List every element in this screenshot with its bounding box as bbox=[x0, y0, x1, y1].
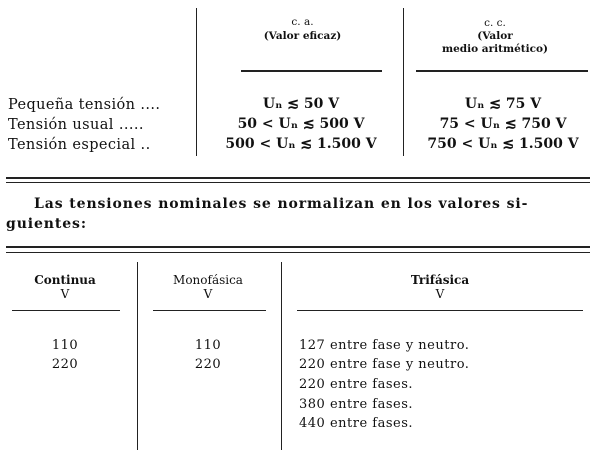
row-label-especial: Tensión especial .. bbox=[8, 137, 151, 153]
header-monofasica-underline bbox=[153, 310, 266, 311]
header-cc-title: c. c. bbox=[484, 17, 506, 29]
header-trifasica: Trifásica bbox=[410, 273, 470, 287]
row-usual-cc: 75 < Uₙ ≲ 750 V bbox=[439, 116, 567, 132]
monofasica-value-1: 110 bbox=[194, 338, 222, 353]
header-trifasica-unit: V bbox=[435, 287, 445, 301]
header-monofasica-unit: V bbox=[203, 287, 213, 301]
monofasica-value-2: 220 bbox=[194, 357, 222, 372]
header-cc-underline bbox=[416, 70, 588, 72]
bottom-table-divider-left bbox=[137, 262, 138, 450]
top-table-rule-2 bbox=[6, 182, 590, 183]
header-monofasica: Monofásica bbox=[173, 273, 243, 287]
bottom-table-rule-2 bbox=[6, 252, 590, 253]
row-usual-ca: 50 < Uₙ ≲ 500 V bbox=[237, 116, 365, 132]
header-cc-subtitle-2: medio aritmético) bbox=[442, 43, 548, 55]
top-table-rule-1 bbox=[6, 177, 590, 179]
header-ca-title: c. a. bbox=[291, 16, 314, 28]
continua-value-2: 220 bbox=[51, 357, 79, 372]
paragraph-line-2: guientes: bbox=[6, 216, 87, 232]
trifasica-value-5: 440 entre fases. bbox=[299, 416, 414, 431]
row-especial-cc: 750 < Uₙ ≲ 1.500 V bbox=[427, 136, 579, 152]
row-pequena-ca: Uₙ ≲ 50 V bbox=[262, 96, 340, 112]
header-continua: Continua bbox=[34, 273, 96, 287]
top-table-divider-left bbox=[196, 8, 197, 156]
row-especial-ca: 500 < Uₙ ≲ 1.500 V bbox=[225, 136, 377, 152]
bottom-table-divider-right bbox=[281, 262, 282, 450]
row-label-pequena: Pequeña tensión .... bbox=[8, 97, 161, 113]
continua-value-1: 110 bbox=[51, 338, 79, 353]
paragraph-line-1: Las tensiones nominales se normalizan en los valores si- bbox=[34, 196, 529, 212]
header-continua-unit: V bbox=[60, 287, 70, 301]
bottom-table-rule-1 bbox=[6, 246, 590, 248]
trifasica-value-2: 220 entre fase y neutro. bbox=[299, 357, 470, 372]
header-ca-subtitle: (Valor eficaz) bbox=[263, 30, 342, 42]
trifasica-value-3: 220 entre fases. bbox=[299, 377, 414, 392]
top-table-divider-right bbox=[403, 8, 404, 156]
header-trifasica-underline bbox=[297, 310, 583, 311]
header-cc-subtitle: (Valor bbox=[477, 30, 513, 42]
header-continua-underline bbox=[12, 310, 120, 311]
trifasica-value-4: 380 entre fases. bbox=[299, 397, 414, 412]
row-label-usual: Tensión usual ..... bbox=[8, 117, 144, 133]
trifasica-value-1: 127 entre fase y neutro. bbox=[299, 338, 470, 353]
row-pequena-cc: Uₙ ≲ 75 V bbox=[464, 96, 542, 112]
header-ca-underline bbox=[241, 70, 382, 72]
